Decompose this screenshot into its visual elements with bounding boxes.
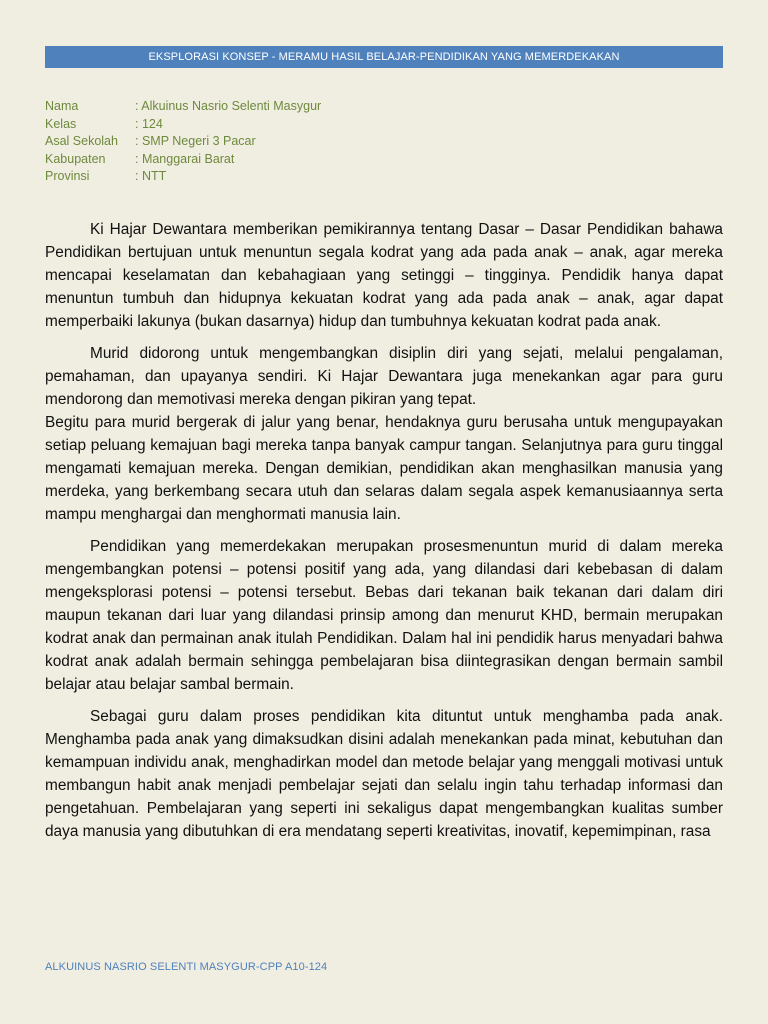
info-row-asal-sekolah [45, 133, 321, 151]
info-label: Asal Sekolah [45, 134, 118, 148]
info-row-provinsi [45, 168, 321, 186]
paragraph: Sebagai guru dalam proses pendidikan kita dituntut untuk menghamba pada anak. Menghamba pada anak yang dimaksudkan disini adalah menekankan pada minat, kebutuhan dan kemampuan individu anak, menghadirkan model dan metode belajar yang menggali motivasi untuk membangun habit anak menjadi pembelajar sejati dan selalu ingin tahu terhadap informasi dan pengetahuan. Pembelajaran yang seperti ini sekaligus dapat mengembangkan kualitas sumber daya manusia yang dibutuhkan di era mendatang seperti kreativitas, inovatif, kepemimpinan, rasa [45, 708, 723, 840]
info-label: Kabupaten [45, 151, 106, 166]
document-body [45, 218, 723, 852]
info-value: : Manggarai Barat [135, 151, 235, 166]
info-value: : NTT [135, 169, 167, 183]
info-value: : SMP Negeri 3 Pacar [135, 134, 256, 148]
page-footer [45, 961, 327, 973]
identity-info [45, 98, 321, 186]
info-row-kelas [45, 116, 321, 134]
header-title: EKSPLORASI KONSEP - MERAMU HASIL BELAJAR-PENDIDIKAN YANG MEMERDEKAKAN [148, 51, 620, 63]
paragraph: Begitu para murid bergerak di jalur yang benar, hendaknya guru berusaha untuk mengupayakan setiap peluang kemajuan bagi mereka tanpa banyak campur tangan. Selanjutnya para guru tinggal mengamati kemajuan mereka. Dengan demikian, pendidikan akan menghasilkan manusia yang merdeka, yang berkembang secara utuh dan selaras dalam segala aspek kemanusiaannya serta mampu menghargai dan menghormati manusia lain. [45, 414, 723, 523]
info-row-nama [45, 98, 321, 116]
info-label: Nama [45, 99, 79, 113]
footer-text: ALKUINUS NASRIO SELENTI MASYGUR-CPP A10-124 [45, 961, 328, 973]
document-header-bar [45, 46, 723, 68]
info-label: Kelas [45, 116, 77, 131]
info-row-kabupaten [45, 151, 321, 169]
info-value: : Alkuinus Nasrio Selenti Masygur [135, 99, 322, 113]
info-value: : 124 [135, 116, 163, 131]
info-label: Provinsi [45, 169, 90, 183]
paragraph: Pendidikan yang memerdekakan merupakan prosesmenuntun murid di dalam mereka mengembangkan potensi – potensi positif yang ada, yang dilandasi dari kebebasan di dalam mengeksplorasi potensi – potensi tersebut. Bebas dari tekanan baik tekanan dari dalam diri maupun tekanan dari luar yang dilandasi prinsip among dan menurut KHD, bermain merupakan kodrat anak dan permainan anak itulah Pendidikan. Dalam hal ini pendidik harus menyadari bahwa kodrat anak adalah bermain sehingga pembelajaran bisa diintegrasikan dengan bermain sambil belajar atau belajar sambal bermain. [45, 538, 723, 693]
paragraph: Ki Hajar Dewantara memberikan pemikirannya tentang Dasar – Dasar Pendidikan bahawa Pendidikan bertujuan untuk menuntun segala kodrat yang ada pada anak – anak, agar mereka mencapai keselamatan dan kebahagiaan yang setinggi – tingginya. Pendidik hanya dapat menuntun tumbuh dan hidupnya kekuatan kodrat yang ada pada anak – anak, agar dapat memperbaiki lakunya (bukan dasarnya) hidup dan tumbuhnya kekuatan kodrat pada anak. [45, 221, 723, 330]
paragraph: Murid didorong untuk mengembangkan disiplin diri yang sejati, melalui pengalaman, pemahaman, dan upayanya sendiri. Ki Hajar Dewantara juga menekankan agar para guru mendorong dan memotivasi mereka dengan pikiran yang tepat. [45, 345, 723, 408]
